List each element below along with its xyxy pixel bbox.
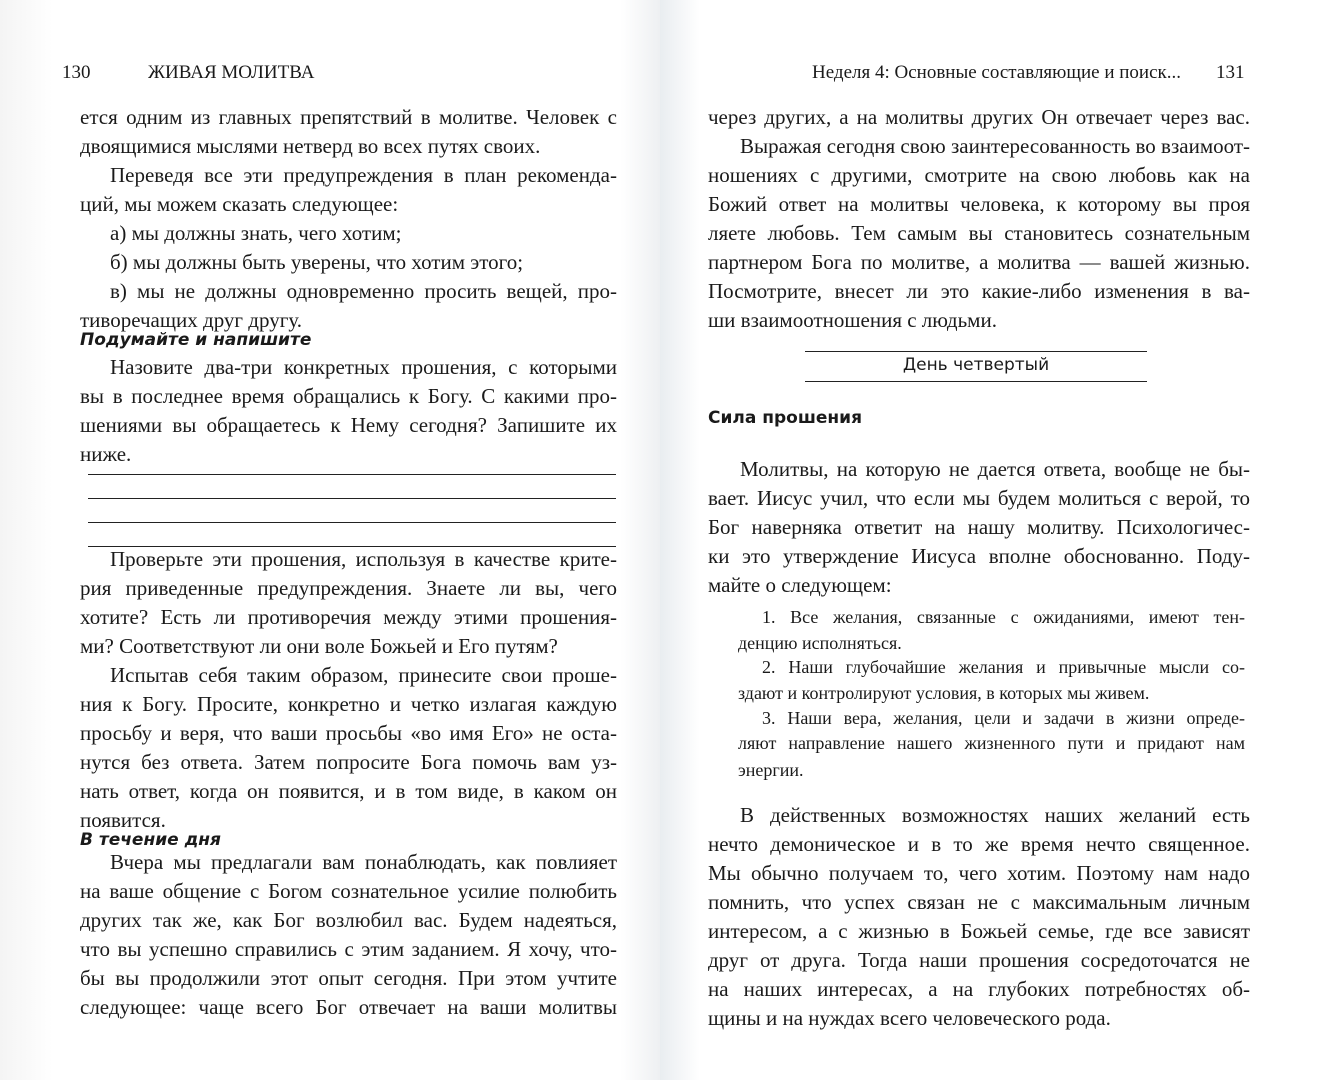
text-line: интересом, а с жизнью в Божьей семье, где все зависят (708, 919, 1250, 943)
left-page (0, 0, 660, 1080)
text-line: Божий ответ на молитвы человека, к которому вы проя (708, 192, 1250, 216)
section-rule-top (805, 351, 1147, 352)
text-line: здают и контролируют условия, в которых мы живем. (738, 683, 1150, 703)
text-line: следующее: чаще всего Бог отвечает на ваши молитвы (80, 995, 617, 1019)
text-line: бы вы продолжили этот опыт сегодня. При этом учтите (80, 966, 617, 990)
running-title: Неделя 4: Основные составляющие и поиск... (812, 62, 1182, 83)
subheading: В течение дня (80, 830, 221, 850)
text-line: просьбу и веря, что ваши просьбы «во имя Его» не оста- (80, 721, 617, 745)
text-line: помнить, что успех связан не с максимальным личным (708, 890, 1250, 914)
text-line: ниже. (80, 442, 132, 466)
text-line: двоящимися мыслями нетверд во всех путях своих. (80, 134, 541, 158)
text-line: на наших интересах, а на глубоких потребностях об- (708, 977, 1250, 1001)
text-line: других так же, как Бог возлюбил вас. Будем надеяться, (80, 908, 617, 932)
text-line: через других, а на молитвы других Он отвечает через вас. (708, 105, 1250, 129)
text-line: нечто демоническое и в то же время нечто священное. (708, 832, 1250, 856)
text-line: Переведя все эти предупреждения в план рекоменда- (110, 163, 617, 187)
text-line: тиворечащих друг другу. (80, 308, 302, 332)
text-line: в) мы не должны одновременно просить вещей, про- (110, 279, 617, 303)
text-line: Выражая сегодня свою заинтересованность во взаимоот- (740, 134, 1250, 158)
text-line: вы в последнее время обращались к Богу. С какими про- (80, 384, 617, 408)
page-number: 130 (62, 62, 91, 83)
text-line: хотите? Есть ли противоречия между этими прошения- (80, 605, 617, 629)
text-line: В действенных возможностях наших желаний есть (740, 803, 1250, 827)
writing-line (88, 474, 616, 475)
text-line: ния к Богу. Просите, конкретно и четко излагая каждую (80, 692, 617, 716)
text-line: ляют направление нашего жизненного пути и придают нам (738, 733, 1245, 753)
text-line: Мы обычно получаем то, чего хотим. Поэтому нам надо (708, 861, 1250, 885)
text-line: Назовите два-три конкретных прошения, с которыми (110, 355, 617, 379)
text-line: Проверьте эти прошения, используя в качестве крите- (110, 547, 617, 571)
text-line: Вчера мы предлагали вам понаблюдать, как повлияет (110, 850, 617, 874)
subheading: Подумайте и напишите (80, 330, 312, 350)
subheading: Сила прошения (708, 408, 862, 428)
text-line: партнером Бога по молитве, а молитва — вашей жизнью. (708, 250, 1250, 274)
text-line: ши взаимоотношения с людьми. (708, 308, 997, 332)
writing-line (88, 498, 616, 499)
text-line: ношениях с другими, смотрите на свою любовь как на (708, 163, 1250, 187)
text-line: 1. Все желания, связанные с ожиданиями, имеют тен- (762, 607, 1245, 627)
section-rule-bottom (805, 381, 1147, 382)
text-line: 2. Наши глубочайшие желания и привычные мысли со- (762, 657, 1245, 677)
text-line: Бог наверняка ответит на нашу молитву. Психологичес- (708, 515, 1250, 539)
text-line: появится. (80, 808, 166, 832)
text-line: б) мы должны быть уверены, что хотим этого; (110, 250, 524, 274)
text-line: щины и на нуждах всего человеческого рода. (708, 1006, 1111, 1030)
text-line: майте о следующем: (708, 573, 892, 597)
text-line: рия приведенные предупреждения. Знаете ли вы, чего (80, 576, 617, 600)
text-line: денцию исполняться. (738, 633, 902, 653)
text-line: ляете любовь. Тем самым вы становитесь сознательным (708, 221, 1250, 245)
text-line: шениями вы обращаетесь к Нему сегодня? Запишите их (80, 413, 617, 437)
text-line: ми? Соответствуют ли они воле Божьей и Его путям? (80, 634, 558, 658)
text-line: Посмотрите, внесет ли это какие-либо изменения в ва- (708, 279, 1250, 303)
text-line: на ваше общение с Богом сознательное усилие полюбить (80, 879, 617, 903)
text-line: что вы успешно справились с этим заданием. Я хочу, что- (80, 937, 617, 961)
running-title: ЖИВАЯ МОЛИТВА (148, 62, 315, 83)
text-line: вает. Иисус учил, что если мы будем молиться с верой, то (708, 486, 1250, 510)
section-title: День четвертый (902, 355, 1050, 375)
text-line: ки это утверждение Иисуса вполне обоснованно. Поду- (708, 544, 1250, 568)
text-line: Молитвы, на которую не дается ответа, вообще не бы- (740, 457, 1250, 481)
text-line: нать ответ, когда он появится, и в том виде, в каком он (80, 779, 617, 803)
text-line: а) мы должны знать, чего хотим; (110, 221, 402, 245)
text-line: ется одним из главных препятствий в молитве. Человек с (80, 105, 617, 129)
writing-line (88, 522, 616, 523)
text-line: ций, мы можем сказать следующее: (80, 192, 399, 216)
text-line: нутся без ответа. Затем попросите Бога помочь вам уз- (80, 750, 617, 774)
text-line: энергии. (738, 760, 804, 780)
text-line: 3. Наши вера, желания, цели и задачи в жизни опреде- (762, 708, 1245, 728)
right-page (660, 0, 1326, 1080)
text-line: Испытав себя таким образом, принесите свои проше- (110, 663, 617, 687)
page-number: 131 (1216, 62, 1245, 83)
text-line: друг от друга. Тогда наши прошения сосредоточатся не (708, 948, 1250, 972)
